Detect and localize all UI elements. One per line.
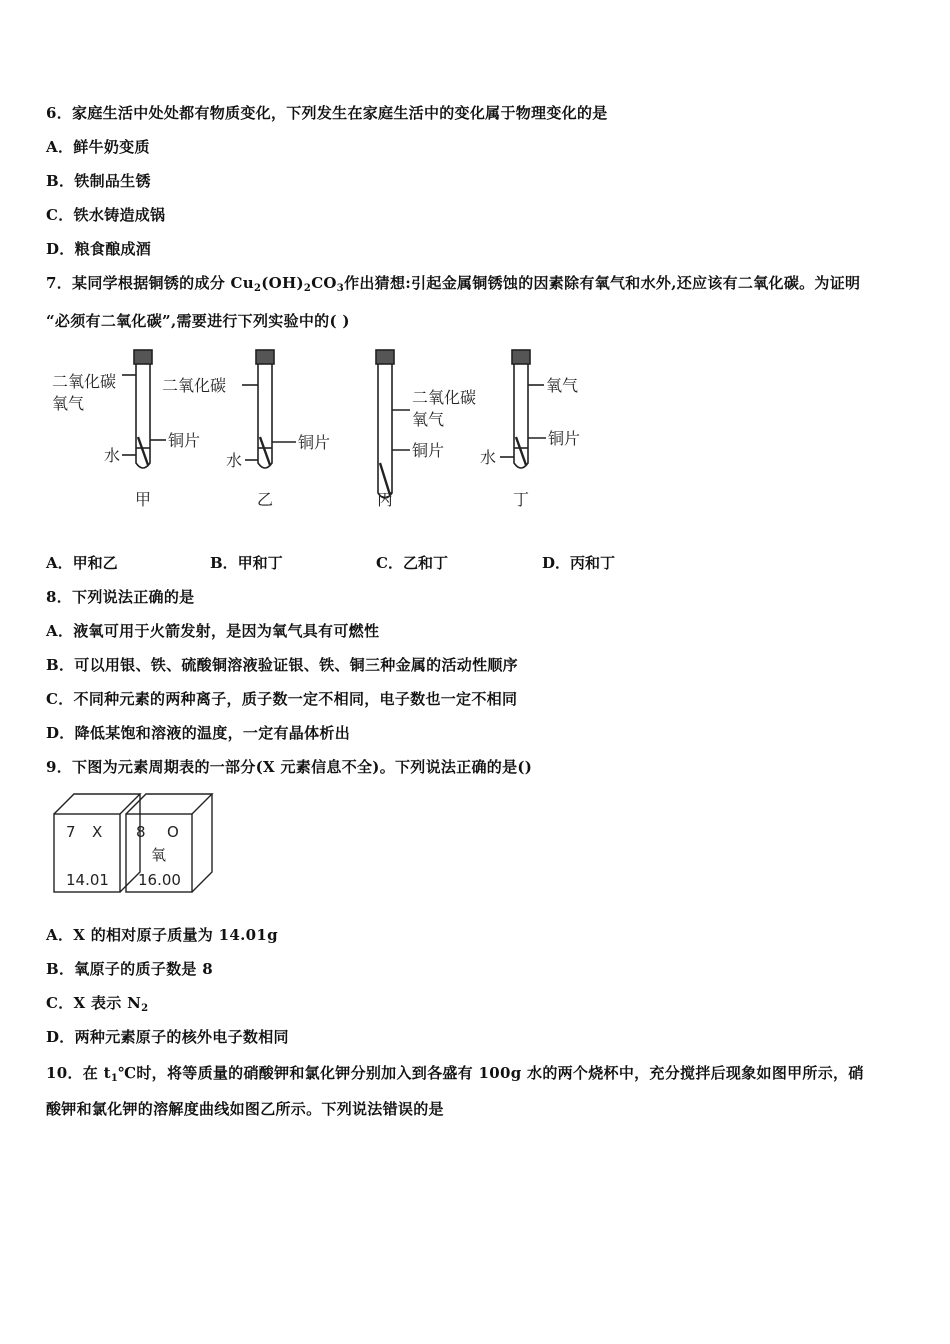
cell-o-name: 氧 <box>151 846 167 864</box>
tube-ding-copper-label: 铜片 <box>548 429 581 448</box>
cell-o-number: 8 <box>136 823 146 841</box>
q7-option-c: C．乙和丁 <box>376 554 448 572</box>
q8-option-a: A．液氧可用于火箭发射，是因为氧气具有可燃性 <box>46 622 380 640</box>
q9-periodic-table-figure <box>50 792 220 902</box>
q6-stem: 6．家庭生活中处处都有物质变化，下列发生在家庭生活中的变化属于物理变化的是 <box>46 104 608 122</box>
q7-option-b: B．甲和丁 <box>210 554 283 572</box>
tube-bing-copper-label: 铜片 <box>412 441 445 460</box>
tube-yi-water-label: 水 <box>226 451 243 470</box>
q9-option-c: C．X 表示 $N_2$ <box>46 994 149 1014</box>
tube-bing-caption: 丙 <box>377 490 394 509</box>
q6-option-a: A．鲜牛奶变质 <box>46 138 150 156</box>
tube-bing-gas-label-1: 二氧化碳 <box>412 388 477 407</box>
cell-x-number: 7 <box>66 823 76 841</box>
tube-yi-gas-label-1: 二氧化碳 <box>162 376 227 395</box>
q8-option-c: C．不同种元素的两种离子，质子数一定不相同，电子数也一定不相同 <box>46 690 518 708</box>
q9-stem: 9．下图为元素周期表的一部分(X 元素信息不全)。下列说法正确的是() <box>46 758 533 776</box>
tube-yi-caption: 乙 <box>257 490 274 509</box>
tube-yi <box>242 350 296 468</box>
q7-stem: 7．某同学根据铜锈的成分 $Cu_2(OH)_2CO_3$作出猜想:引起金属铜锈蚀的因素除有氧气和水外,还应该有二氧化碳。为证明 <box>46 274 861 294</box>
q7-option-a: A．甲和乙 <box>46 554 118 572</box>
tube-ding-caption: 丁 <box>513 490 530 509</box>
tube-ding-gas-label-1: 氧气 <box>546 376 579 395</box>
q6-option-d: D．粮食酿成酒 <box>46 240 152 258</box>
tube-jia-water-label: 水 <box>104 446 121 465</box>
q7-option-d: D．丙和丁 <box>542 554 616 572</box>
tube-jia-gas-label-1: 二氧化碳 <box>52 372 117 391</box>
tube-ding <box>500 350 546 468</box>
q9-option-b: B．氧原子的质子数是 8 <box>46 960 213 978</box>
q7-test-tube-figure <box>40 345 620 525</box>
q6-option-b: B．铁制品生锈 <box>46 172 151 190</box>
q7-stem-line2: “必须有二氧化碳”,需要进行下列实验中的( ) <box>46 312 350 330</box>
tube-bing-gas-label-2: 氧气 <box>412 410 445 429</box>
q10-stem-line2: 酸钾和氯化钾的溶解度曲线如图乙所示。下列说法错误的是 <box>46 1100 444 1118</box>
tube-yi-copper-label: 铜片 <box>298 433 331 452</box>
q6-option-c: C．铁水铸造成锅 <box>46 206 166 224</box>
q8-option-b: B．可以用银、铁、硫酸铜溶液验证银、铁、铜三种金属的活动性顺序 <box>46 656 518 674</box>
cell-o-symbol: O <box>167 823 179 841</box>
cell-x-symbol: X <box>92 823 103 841</box>
q8-option-d: D．降低某饱和溶液的温度，一定有晶体析出 <box>46 724 351 742</box>
q9-option-d: D．两种元素原子的核外电子数相同 <box>46 1028 289 1046</box>
tube-jia-gas-label-2: 氧气 <box>52 394 85 413</box>
q9-option-a: A．X 的相对原子质量为 14.01g <box>46 926 278 944</box>
tube-jia <box>122 350 166 468</box>
cell-o-mass: 16.00 <box>138 871 181 889</box>
tube-bing <box>376 350 410 498</box>
tube-jia-copper-label: 铜片 <box>168 431 201 450</box>
cell-x-mass: 14.01 <box>66 871 109 889</box>
q10-stem: 10．在 $t_1℃$时，将等质量的硝酸钾和氯化钾分别加入到各盛有 100g 水的两个烧杯中，充分搅拌后现象如图甲所示，硝 <box>46 1064 864 1084</box>
tube-jia-caption: 甲 <box>135 490 152 509</box>
q8-stem: 8．下列说法正确的是 <box>46 588 195 606</box>
tube-ding-water-label: 水 <box>480 448 497 467</box>
